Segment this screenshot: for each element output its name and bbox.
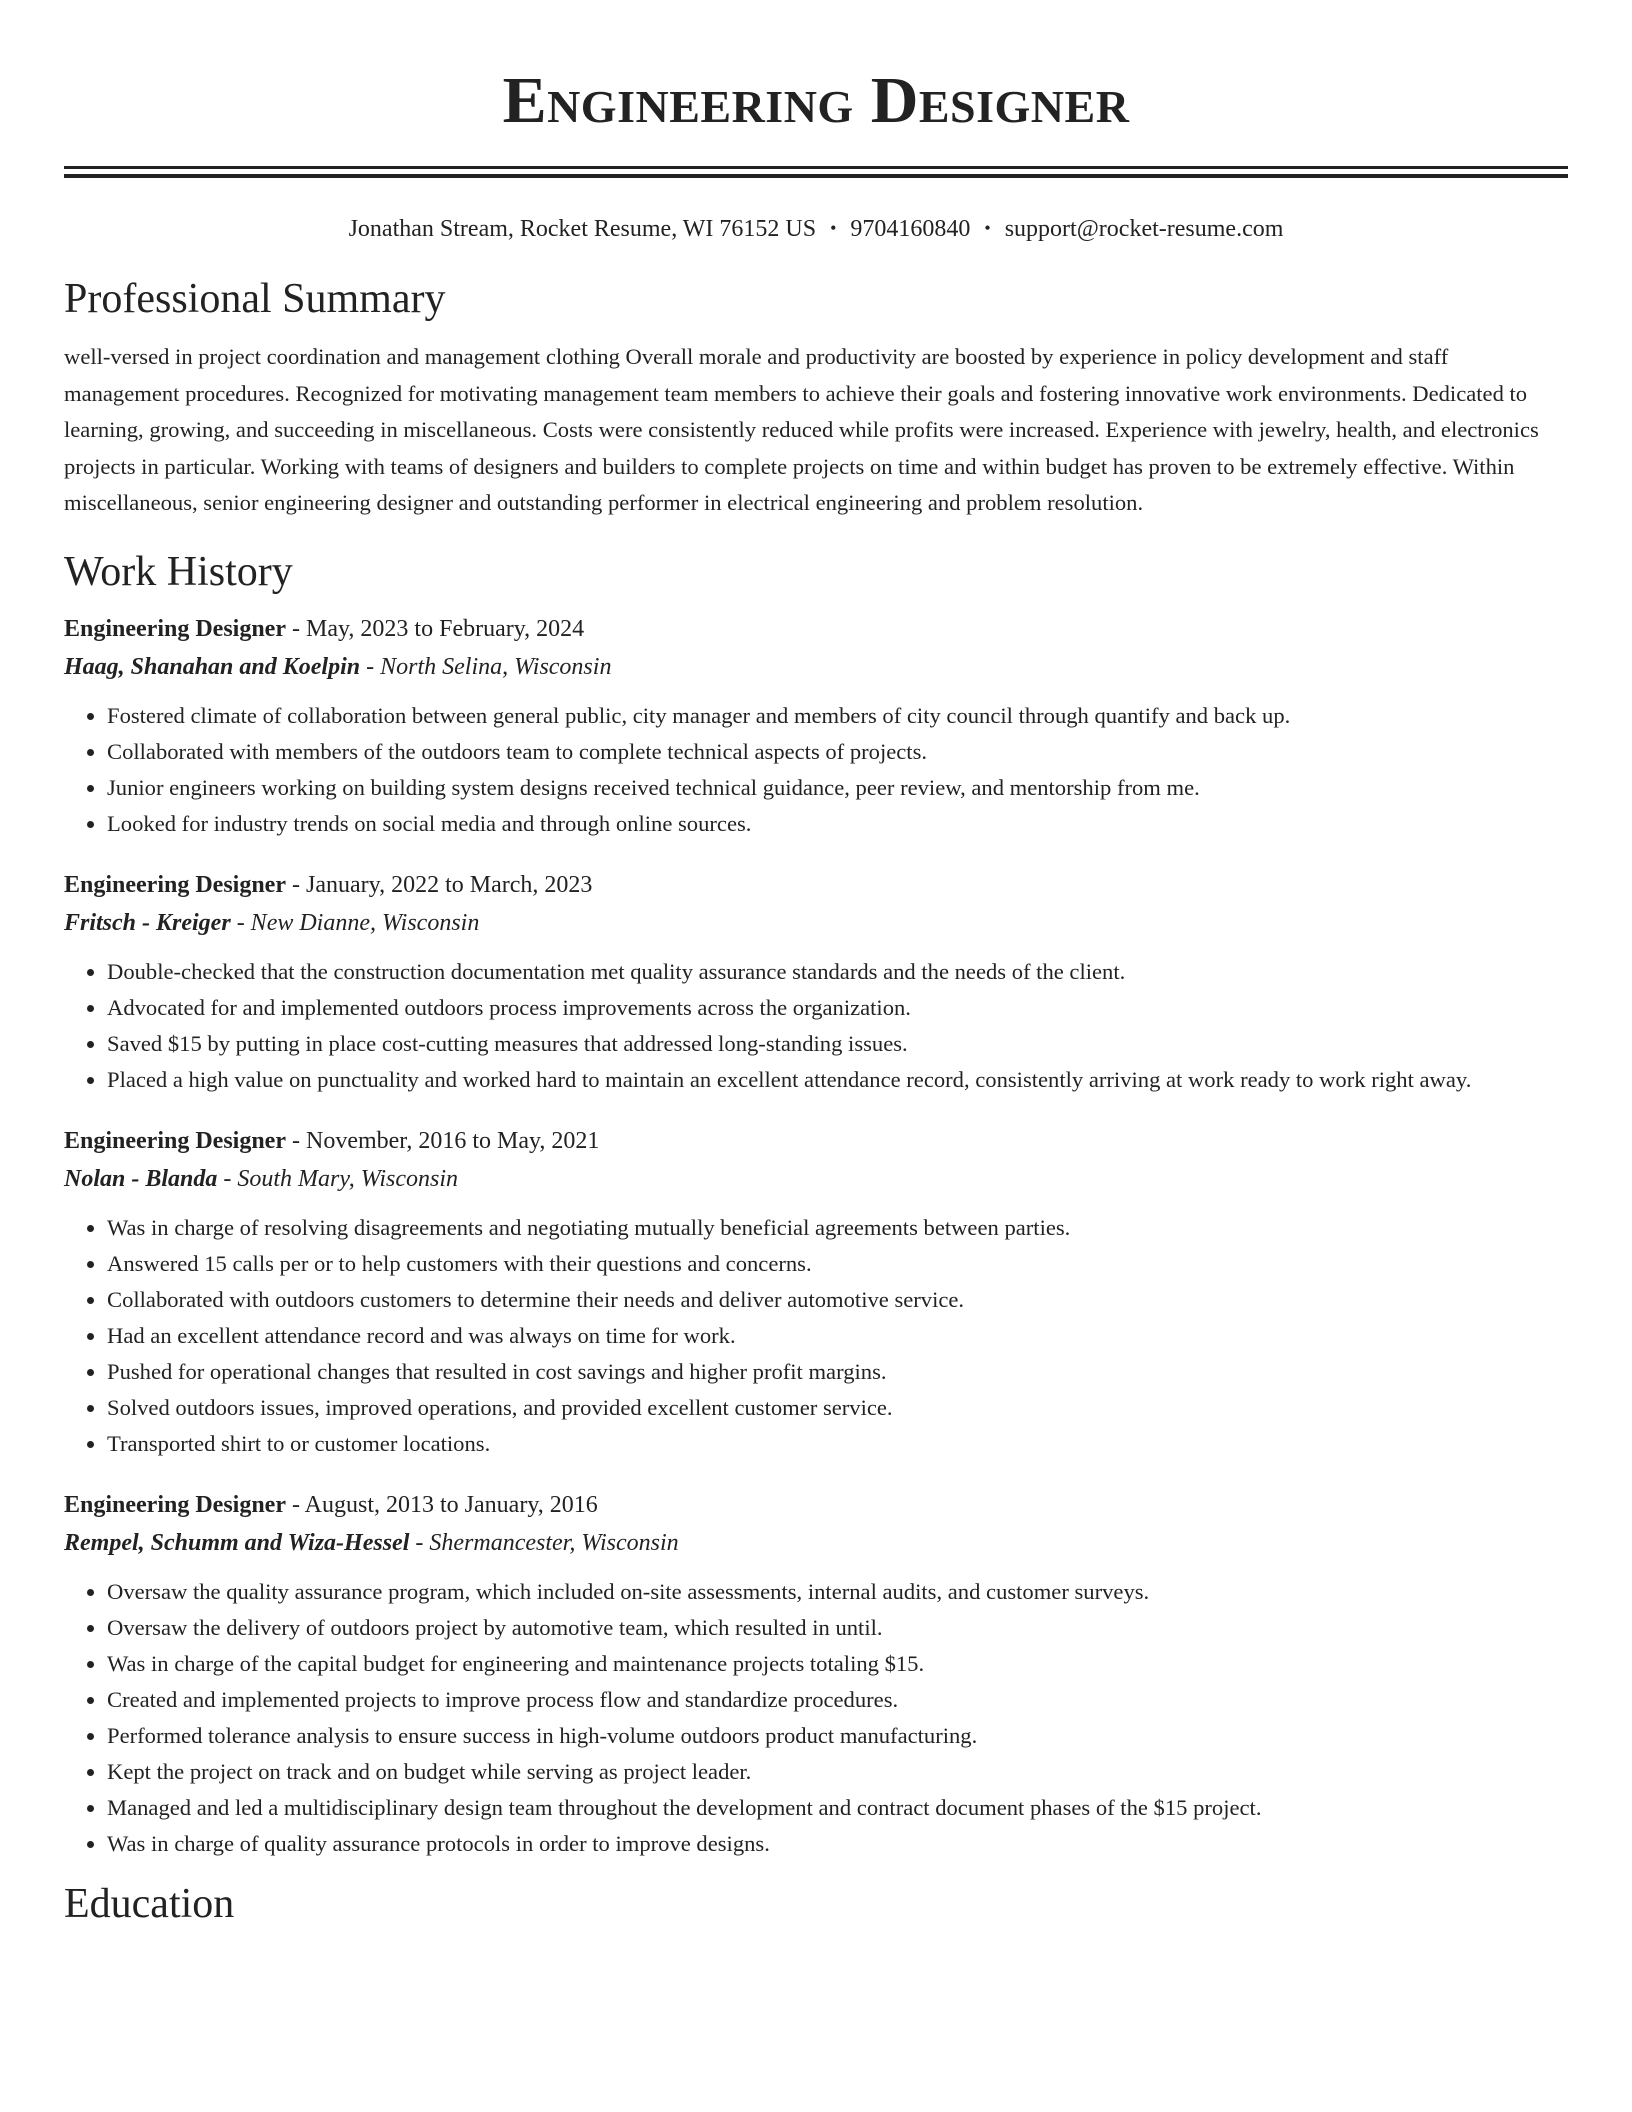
job-location: - North Selina, Wisconsin [360, 653, 612, 680]
job-bullet: • Looked for industry trends on social media and through online sources. [107, 806, 1568, 842]
job-bullets [64, 1210, 1568, 1462]
job-bullet: • Saved $15 by putting in place cost-cutting measures that addressed long-standing issues. [107, 1026, 1568, 1062]
job-dates: - November, 2016 to May, 2021 [286, 1127, 600, 1154]
job-bullet: • Placed a high value on punctuality and worked hard to maintain an excellent attendance record, consistently arriving at work ready to work right away. [107, 1062, 1568, 1098]
job-company-line [64, 648, 1568, 686]
contact-line [64, 212, 1568, 245]
job-location: - Shermancester, Wisconsin [409, 1529, 679, 1556]
job-bullet: • Transported shirt to or customer locations. [107, 1426, 1568, 1462]
job-bullet: • Oversaw the delivery of outdoors project by automotive team, which resulted in until. [107, 1610, 1568, 1646]
summary-text: well-versed in project coordination and management clothing Overall morale and productivity are boosted by experience in policy development and staff management procedures. Recognized for motivating management team members to achieve their goals and fostering innovative work environments. Dedicated to learning, growing, and succeeding in miscellaneous. Costs were consistently reduced while profits were increased. Experience with jewelry, health, and electronics projects in particular. Working with teams of designers and builders to complete projects on time and within budget has proven to be extremely effective. Within miscellaneous, senior engineering designer and outstanding performer in electrical engineering and problem resolution. [64, 344, 1539, 515]
contact-separator: • [830, 218, 837, 238]
contact-address: Jonathan Stream, Rocket Resume, WI 76152 US [348, 216, 817, 242]
title-divider [64, 166, 1568, 178]
job-bullet: • Collaborated with outdoors customers to determine their needs and deliver automotive service. [107, 1282, 1568, 1318]
job-title: Engineering Designer [64, 1491, 286, 1518]
job-bullet: • Had an excellent attendance record and was always on time for work. [107, 1318, 1568, 1354]
job-location: - New Dianne, Wisconsin [230, 909, 480, 936]
job-title-line [64, 1486, 1568, 1524]
job-bullets [64, 954, 1568, 1098]
job-bullet: • Was in charge of quality assurance protocols in order to improve designs. [107, 1826, 1568, 1862]
job-bullet: • Oversaw the quality assurance program, which included on-site assessments, internal audits, and customer surveys. [107, 1574, 1568, 1610]
job-entry [64, 610, 1568, 842]
job-company: Rempel, Schumm and Wiza-Hessel [64, 1529, 410, 1556]
job-bullet: • Created and implemented projects to improve process flow and standardize procedures. [107, 1682, 1568, 1718]
job-title-line [64, 1122, 1568, 1160]
job-dates: - August, 2013 to January, 2016 [286, 1491, 598, 1518]
job-title: Engineering Designer [64, 615, 286, 642]
job-dates: - May, 2023 to February, 2024 [286, 615, 585, 642]
job-bullet: • Managed and led a multidisciplinary design team throughout the development and contract document phases of the $15 project. [107, 1790, 1568, 1826]
job-title-line [64, 866, 1568, 904]
section-heading-work: Work History [64, 548, 293, 595]
job-company: Fritsch - Kreiger [64, 909, 231, 936]
job-dates: - January, 2022 to March, 2023 [286, 871, 593, 898]
job-entry [64, 1122, 1568, 1462]
job-bullet: • Performed tolerance analysis to ensure success in high-volume outdoors product manufacturing. [107, 1718, 1568, 1754]
job-bullet: • Double-checked that the construction documentation met quality assurance standards and the needs of the client. [107, 954, 1568, 990]
section-heading-summary: Professional Summary [64, 276, 446, 322]
job-entry [64, 866, 1568, 1098]
job-bullet: • Advocated for and implemented outdoors process improvements across the organization. [107, 990, 1568, 1026]
job-company: Haag, Shanahan and Koelpin [64, 653, 361, 680]
job-bullet: • Collaborated with members of the outdoors team to complete technical aspects of projects. [107, 734, 1568, 770]
contact-phone: 9704160840 [850, 216, 971, 242]
job-bullet: • Answered 15 calls per or to help customers with their questions and concerns. [107, 1246, 1568, 1282]
job-company-line [64, 1160, 1568, 1198]
job-title: Engineering Designer [64, 871, 286, 898]
contact-email: support@rocket-resume.com [1004, 216, 1284, 242]
job-bullet: • Junior engineers working on building system designs received technical guidance, peer review, and mentorship from me. [107, 770, 1568, 806]
job-bullet: • Pushed for operational changes that resulted in cost savings and higher profit margins. [107, 1354, 1568, 1390]
job-title: Engineering Designer [64, 1127, 286, 1154]
contact-separator: • [984, 218, 991, 238]
job-company-line [64, 904, 1568, 942]
job-entry [64, 1486, 1568, 1862]
job-title-line [64, 610, 1568, 648]
section-heading-education: Education [64, 1880, 235, 1927]
job-location: - South Mary, Wisconsin [217, 1165, 459, 1192]
job-company: Nolan - Blanda [64, 1165, 218, 1192]
job-bullets [64, 1574, 1568, 1862]
job-bullet: • Was in charge of the capital budget for engineering and maintenance projects totaling $15. [107, 1646, 1568, 1682]
job-bullet: • Was in charge of resolving disagreements and negotiating mutually beneficial agreements between parties. [107, 1210, 1568, 1246]
job-bullet: • Solved outdoors issues, improved operations, and provided excellent customer service. [107, 1390, 1568, 1426]
job-company-line [64, 1524, 1568, 1562]
job-bullet: • Fostered climate of collaboration between general public, city manager and members of city council through quantify and back up. [107, 698, 1568, 734]
job-bullets [64, 698, 1568, 842]
job-bullet: • Kept the project on track and on budget while serving as project leader. [107, 1754, 1568, 1790]
resume-title: Engineering Designer [502, 64, 1130, 137]
